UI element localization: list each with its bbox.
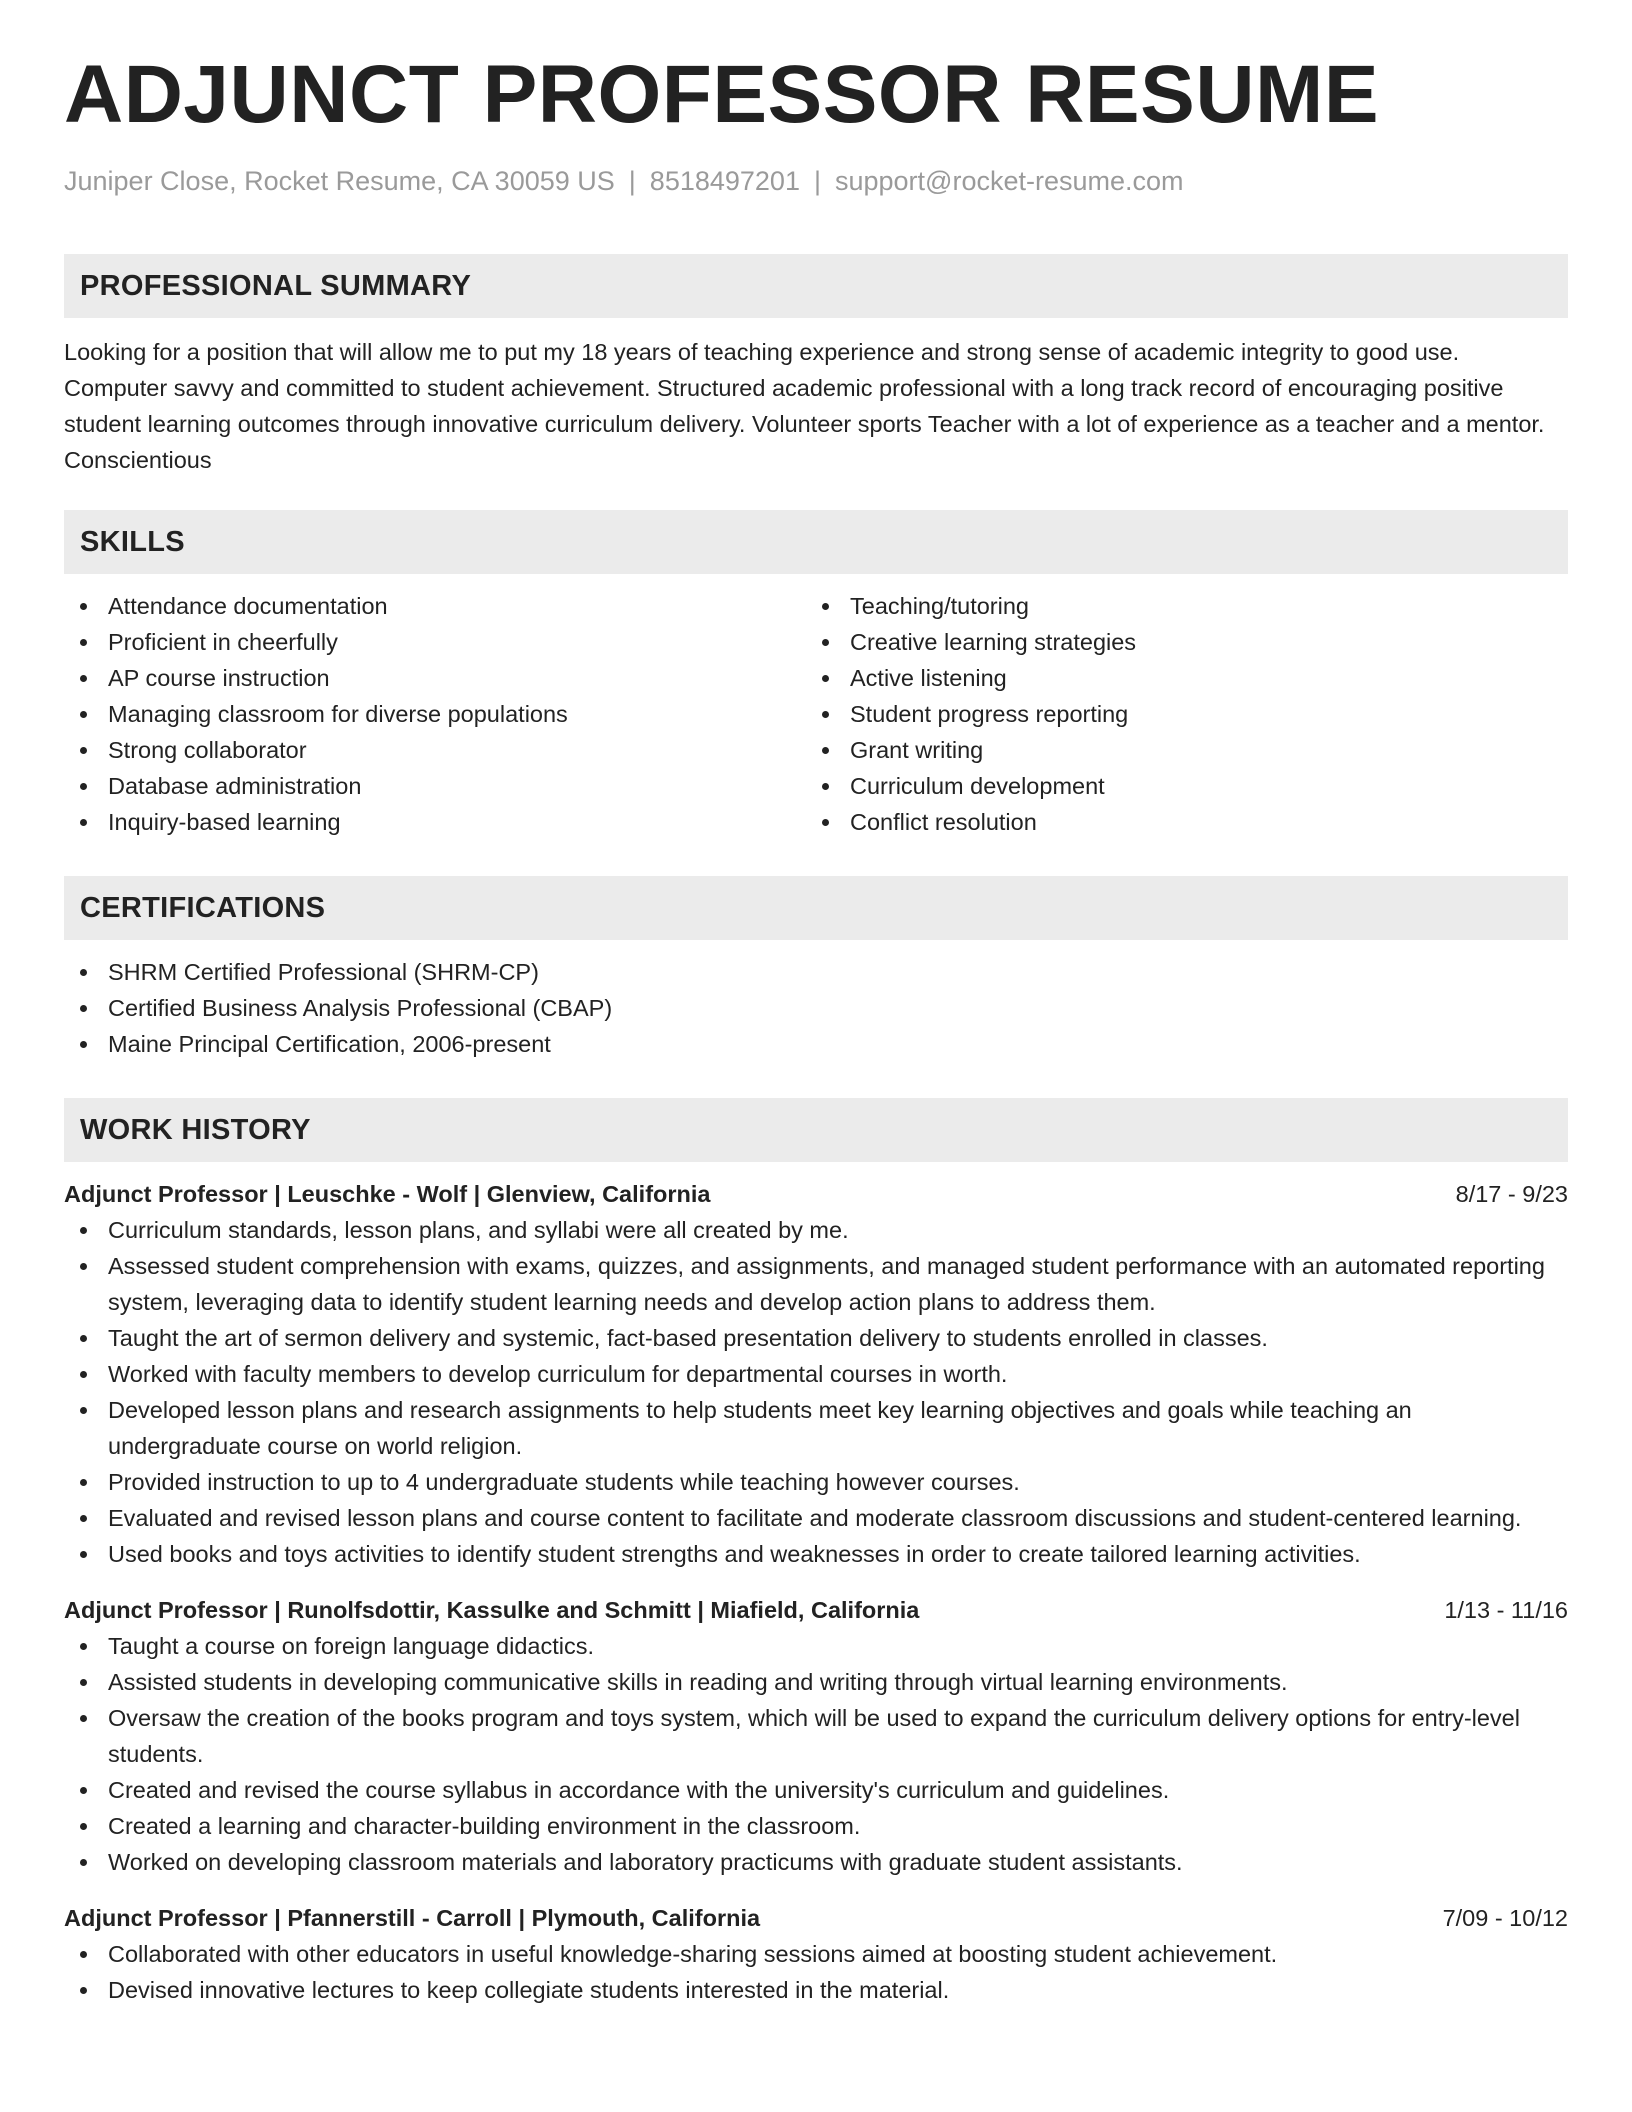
skill-item: Grant writing <box>806 732 1548 768</box>
certification-item: SHRM Certified Professional (SHRM-CP) <box>64 954 1568 990</box>
skill-item: Inquiry-based learning <box>64 804 806 840</box>
job-bullet-list <box>64 1628 1568 1880</box>
contact-separator: | <box>813 166 821 196</box>
job-bullet: Used books and toys activities to identify student strengths and weaknesses in order to create tailored learning activities. <box>64 1536 1568 1572</box>
skill-item: AP course instruction <box>64 660 806 696</box>
certifications-heading: CERTIFICATIONS <box>64 876 1568 940</box>
contact-line <box>64 168 1184 195</box>
skill-item: Database administration <box>64 768 806 804</box>
contact-address: Juniper Close, Rocket Resume, CA 30059 US <box>64 166 615 196</box>
summary-heading: PROFESSIONAL SUMMARY <box>64 254 1568 318</box>
skill-item: Conflict resolution <box>806 804 1548 840</box>
skill-item: Student progress reporting <box>806 696 1548 732</box>
certification-item: Certified Business Analysis Professional (CBAP) <box>64 990 1568 1026</box>
summary-text: Looking for a position that will allow me to put my 18 years of teaching experience and strong sense of academic integrity to good use. Computer savvy and committed to student achievement. Structured academic professional with a long track record of encouraging positive student learning outcomes through innovative curriculum delivery. Volunteer sports Teacher with a lot of experience as a teacher and a mentor. Conscientious <box>64 339 1545 473</box>
job-bullet: Provided instruction to up to 4 undergraduate students while teaching however courses. <box>64 1464 1568 1500</box>
job-entry <box>64 1176 1568 1572</box>
job-entry <box>64 1592 1568 1880</box>
job-header <box>64 1900 1568 1936</box>
job-dates: 1/13 - 11/16 <box>1444 1597 1568 1623</box>
job-bullet: Worked with faculty members to develop curriculum for departmental courses in worth. <box>64 1356 1568 1392</box>
job-bullet: Collaborated with other educators in useful knowledge-sharing sessions aimed at boosting student achievement. <box>64 1936 1568 1972</box>
job-header <box>64 1592 1568 1628</box>
skill-item: Attendance documentation <box>64 588 806 624</box>
job-entry <box>64 1900 1568 2008</box>
skills-list-right <box>806 588 1548 840</box>
job-bullet: Curriculum standards, lesson plans, and syllabi were all created by me. <box>64 1212 1568 1248</box>
page-title: ADJUNCT PROFESSOR RESUME <box>64 49 1380 140</box>
summary-section <box>64 254 1568 478</box>
work-history-section <box>64 1098 1568 2008</box>
skill-item: Teaching/tutoring <box>806 588 1548 624</box>
skill-item: Proficient in cheerfully <box>64 624 806 660</box>
skill-item: Curriculum development <box>806 768 1548 804</box>
job-bullet: Taught a course on foreign language didactics. <box>64 1628 1568 1664</box>
job-bullet: Assessed student comprehension with exams, quizzes, and assignments, and managed student performance with an automated reporting system, leveraging data to identify student learning needs and develop action plans to address them. <box>64 1248 1568 1320</box>
contact-phone: 8518497201 <box>649 166 800 196</box>
job-bullet: Oversaw the creation of the books program and toys system, which will be used to expand the curriculum delivery options for entry-level students. <box>64 1700 1568 1772</box>
skills-list-left <box>64 588 806 840</box>
skill-item: Creative learning strategies <box>806 624 1548 660</box>
skills-section <box>64 510 1568 840</box>
job-bullet: Worked on developing classroom materials and laboratory practicums with graduate student assistants. <box>64 1844 1568 1880</box>
job-bullet: Created a learning and character-building environment in the classroom. <box>64 1808 1568 1844</box>
job-bullet-list <box>64 1936 1568 2008</box>
certification-item: Maine Principal Certification, 2006-present <box>64 1026 1568 1062</box>
skill-item: Active listening <box>806 660 1548 696</box>
job-bullet: Developed lesson plans and research assignments to help students meet key learning objectives and goals while teaching an undergraduate course on world religion. <box>64 1392 1568 1464</box>
work-history-heading: WORK HISTORY <box>64 1098 1568 1162</box>
job-dates: 7/09 - 10/12 <box>1442 1905 1568 1931</box>
job-header <box>64 1176 1568 1212</box>
skills-heading: SKILLS <box>64 510 1568 574</box>
skill-item: Strong collaborator <box>64 732 806 768</box>
contact-email: support@rocket-resume.com <box>834 166 1184 196</box>
job-dates: 8/17 - 9/23 <box>1455 1181 1568 1207</box>
job-title: Adjunct Professor | Runolfsdottir, Kassulke and Schmitt | Miafield, California <box>64 1597 920 1623</box>
skills-grid <box>64 588 1568 840</box>
job-bullet: Created and revised the course syllabus in accordance with the university's curriculum and guidelines. <box>64 1772 1568 1808</box>
job-bullet: Devised innovative lectures to keep collegiate students interested in the material. <box>64 1972 1568 2008</box>
job-title: Adjunct Professor | Leuschke - Wolf | Glenview, California <box>64 1181 711 1207</box>
job-bullet: Taught the art of sermon delivery and systemic, fact-based presentation delivery to students enrolled in classes. <box>64 1320 1568 1356</box>
job-title: Adjunct Professor | Pfannerstill - Carroll | Plymouth, California <box>64 1905 761 1931</box>
job-bullet: Evaluated and revised lesson plans and course content to facilitate and moderate classroom discussions and student-centered learning. <box>64 1500 1568 1536</box>
certifications-section <box>64 876 1568 1062</box>
skill-item: Managing classroom for diverse populations <box>64 696 806 732</box>
certifications-list <box>64 954 1568 1062</box>
job-bullet: Assisted students in developing communicative skills in reading and writing through virtual learning environments. <box>64 1664 1568 1700</box>
job-bullet-list <box>64 1212 1568 1572</box>
contact-separator: | <box>628 166 636 196</box>
